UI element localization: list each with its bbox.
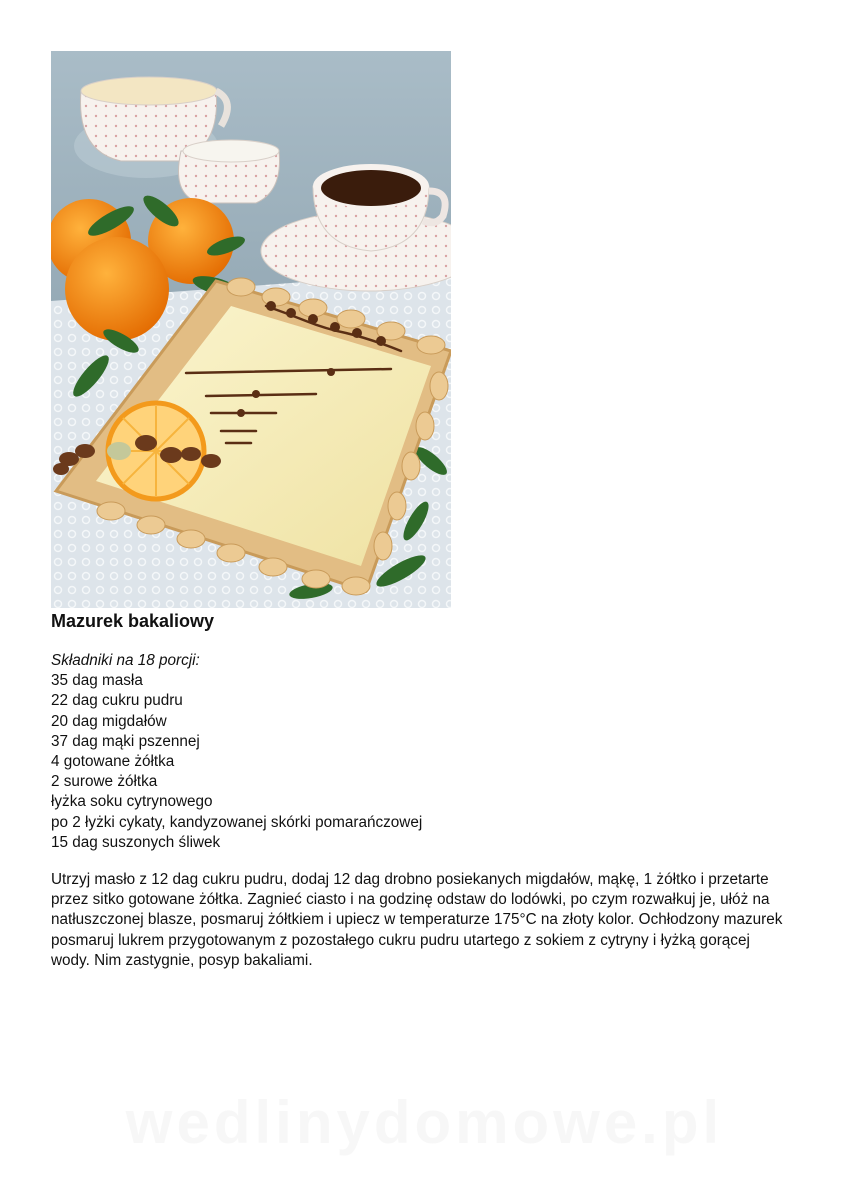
recipe-title: Mazurek bakaliowy (51, 611, 215, 631)
watermark: wedlinydomowe.pl (125, 1089, 724, 1156)
preparation-text: Utrzyj masło z 12 dag cukru pudru, dodaj 12 dag drobno posiekanych migdałów, mąkę, 1 żółtko i przetarte przez sitko gotowane żółtka. Zagnieć ciasto i na godzinę odstaw do lodówki, po czym rozwałkuj je, ułóż na natłuszczonej blasze, posmaruj żółtkiem i upiecz w temperaturze 175°C na złoty kolor. Ochłodzony mazurek posmaruj lukrem przygotowanym z pozostałego cukru pudru utartego z sokiem z cytryny i łyżką gorącej wody. Nim zastygnie, posyp bakaliami. (51, 871, 783, 969)
ingredient-item: 2 surowe żółtka (51, 773, 158, 791)
ingredients-section (51, 651, 771, 853)
ingredient-item: 37 dag mąki pszennej (51, 732, 200, 750)
ingredient-item: 4 gotowane żółtka (51, 753, 175, 771)
ingredient-item: 15 dag suszonych śliwek (51, 833, 221, 851)
ingredients-list (51, 671, 771, 853)
ingredients-caption: Składniki na 18 porcji: (51, 652, 200, 669)
recipe-photo (51, 51, 451, 608)
ingredient-item: łyżka soku cytrynowego (51, 793, 213, 811)
ingredient-item: 22 dag cukru pudru (51, 692, 183, 710)
ingredient-item: po 2 łyżki cykaty, kandyzowanej skórki pomarańczowej (51, 813, 423, 831)
ingredient-item: 35 dag masła (51, 672, 143, 690)
ingredient-item: 20 dag migdałów (51, 712, 167, 730)
